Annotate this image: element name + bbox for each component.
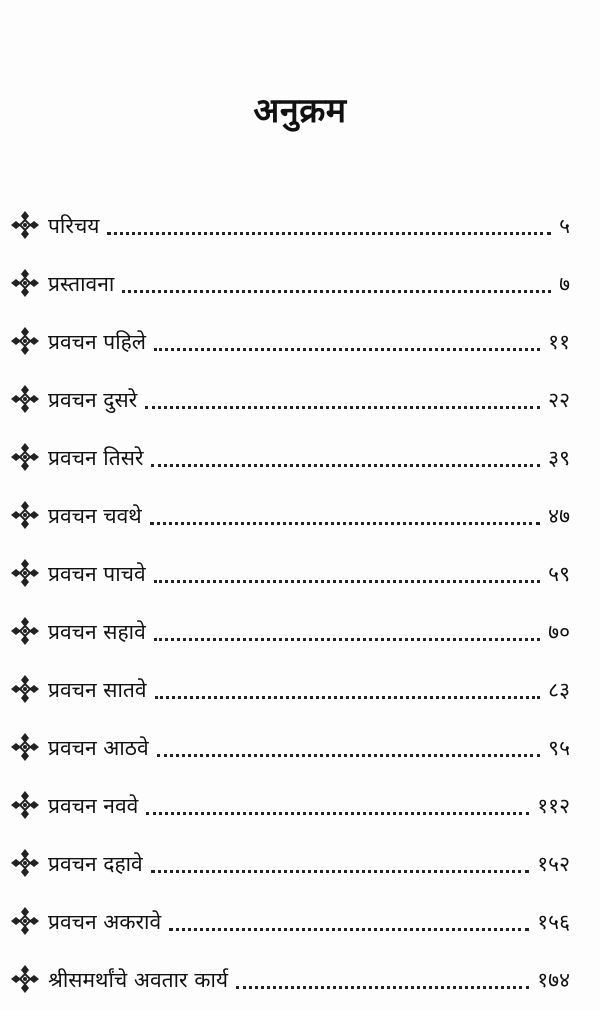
toc-entry-label: प्रवचन अकरावे [48, 910, 162, 934]
toc-page-number: ३९ [548, 446, 570, 470]
dot-leader [154, 348, 540, 351]
toc-page-number: १७४ [537, 968, 570, 992]
dot-leader [154, 638, 540, 641]
toc-page-number: १५२ [537, 852, 570, 876]
dot-leader [145, 406, 540, 409]
toc-entry-label: प्रवचन दहावे [48, 852, 143, 876]
toc-entry [10, 654, 570, 712]
toc-entry [10, 248, 570, 306]
dot-leader [122, 290, 551, 293]
diamond-flourish-icon [10, 442, 40, 472]
toc-entry [10, 828, 570, 886]
toc-entry-label: प्रवचन पहिले [48, 330, 147, 354]
toc-entry-label: प्रवचन सातवे [48, 678, 147, 702]
toc-entry [10, 306, 570, 364]
diamond-flourish-icon [10, 790, 40, 820]
dot-leader [150, 522, 540, 525]
dot-leader [151, 464, 540, 467]
toc-page-number: २२ [548, 388, 570, 412]
toc-page-number: ५९ [548, 562, 570, 586]
diamond-flourish-icon [10, 732, 40, 762]
diamond-flourish-icon [10, 268, 40, 298]
toc-entry-label: प्रवचन सहावे [48, 620, 146, 644]
table-of-contents [10, 190, 570, 1002]
page-title: अनुक्रम [253, 91, 347, 131]
toc-entry-label: प्रवचन पाचवे [48, 562, 146, 586]
toc-entry-label: प्रवचन तिसरे [48, 446, 144, 470]
toc-page-number: ८३ [548, 678, 570, 702]
toc-entry-label: प्रवचन नववे [48, 794, 139, 818]
toc-entry [10, 770, 570, 828]
dot-leader [151, 870, 530, 873]
dot-leader [169, 928, 529, 931]
toc-page-number: ७० [548, 620, 570, 644]
toc-entry [10, 944, 570, 1002]
diamond-flourish-icon [10, 906, 40, 936]
dot-leader [146, 812, 529, 815]
toc-entry [10, 364, 570, 422]
toc-page-number: १५६ [537, 910, 570, 934]
toc-page-number: ४७ [548, 504, 570, 528]
toc-page-number: ११ [548, 330, 570, 354]
toc-entry-label: प्रवचन आठवे [48, 736, 149, 760]
diamond-flourish-icon [10, 558, 40, 588]
dot-leader [154, 580, 540, 583]
toc-entry [10, 712, 570, 770]
diamond-flourish-icon [10, 848, 40, 878]
dot-leader [236, 986, 529, 989]
toc-entry [10, 480, 570, 538]
toc-entry [10, 886, 570, 944]
toc-entry [10, 422, 570, 480]
toc-entry [10, 596, 570, 654]
toc-page-number: ९५ [548, 736, 570, 760]
toc-entry-label: प्रवचन दुसरे [48, 388, 138, 412]
toc-page-number: ५ [559, 214, 570, 238]
diamond-flourish-icon [10, 384, 40, 414]
dot-leader [155, 696, 541, 699]
toc-entry-label: परिचय [48, 214, 100, 238]
toc-entry-label: प्रस्तावना [48, 272, 115, 296]
diamond-flourish-icon [10, 500, 40, 530]
diamond-flourish-icon [10, 210, 40, 240]
toc-entry-label: प्रवचन चवथे [48, 504, 142, 528]
dot-leader [157, 754, 541, 757]
toc-entry-label: श्रीसमर्थांचे अवतार कार्य [48, 968, 229, 992]
diamond-flourish-icon [10, 674, 40, 704]
diamond-flourish-icon [10, 616, 40, 646]
toc-page-number: ७ [559, 272, 570, 296]
toc-entry [10, 538, 570, 596]
dot-leader [107, 232, 551, 235]
diamond-flourish-icon [10, 326, 40, 356]
toc-entry [10, 190, 570, 248]
diamond-flourish-icon [10, 964, 40, 994]
toc-page-number: ११२ [537, 794, 570, 818]
